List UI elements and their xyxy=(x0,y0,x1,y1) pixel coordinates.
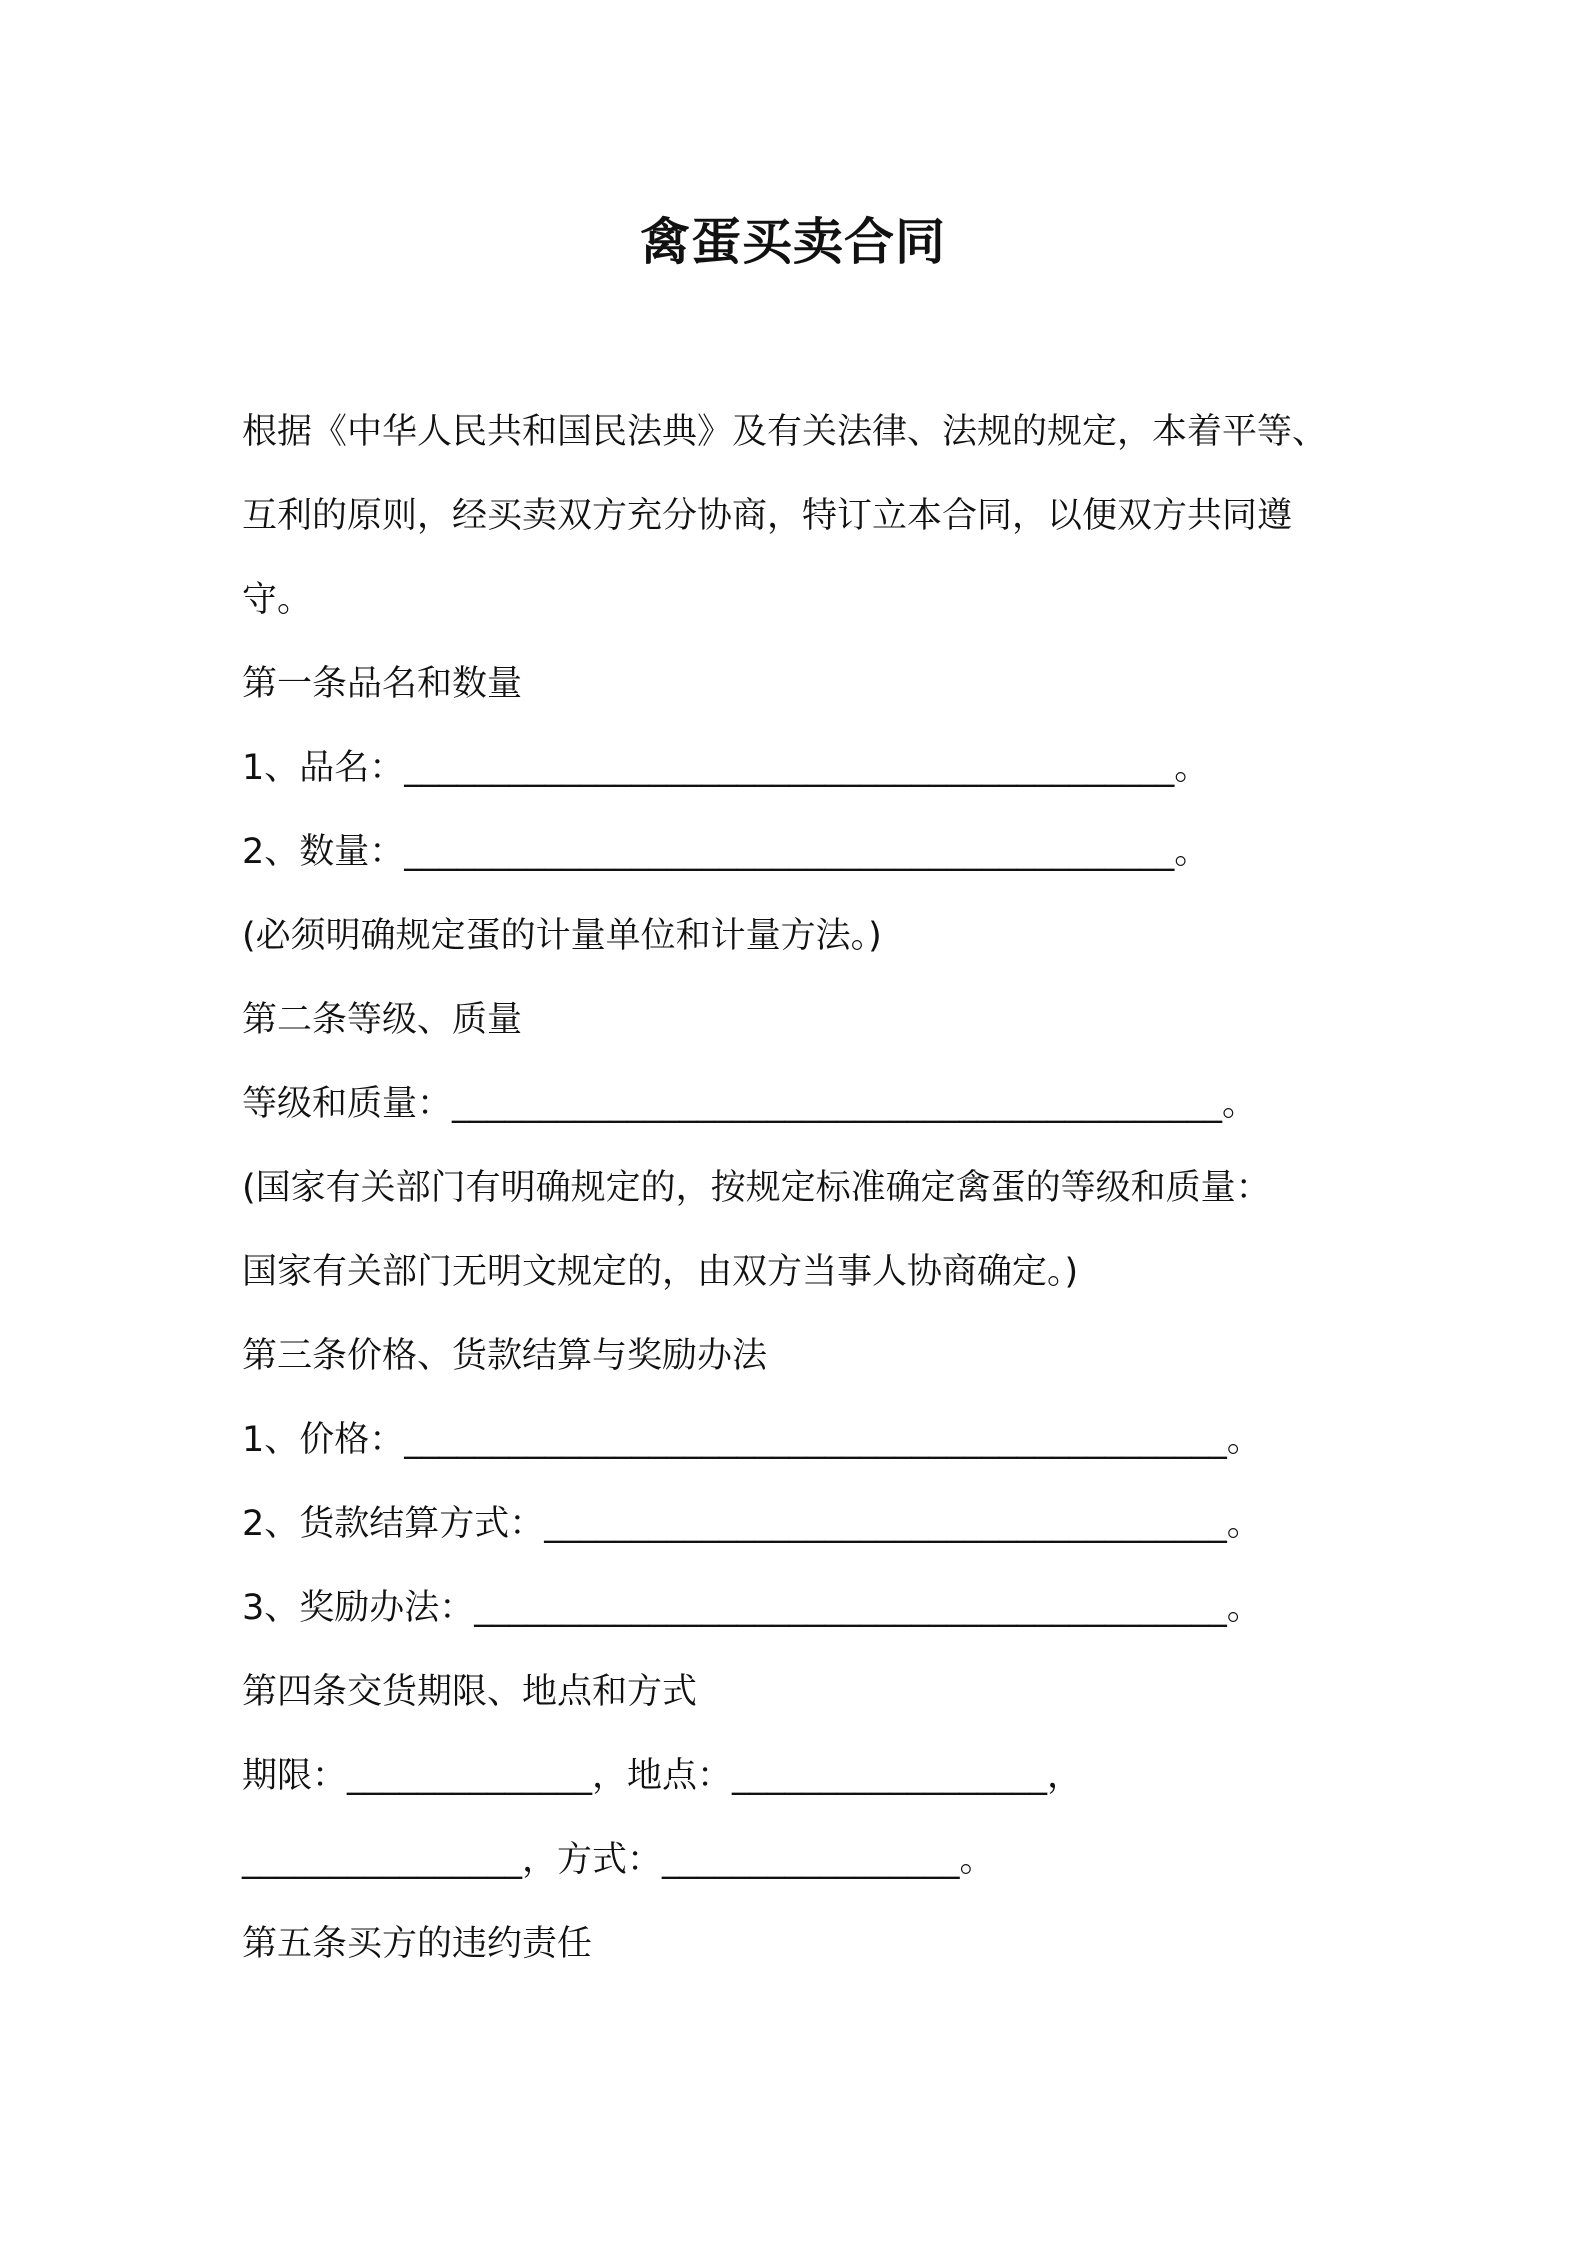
article-3-price: 1、价格：_______________________________________________。 xyxy=(242,1420,1262,1460)
article-2-grade-quality: 等级和质量：____________________________________________。 xyxy=(242,1084,1258,1124)
article-4-line-1: 期限：______________，地点：__________________， xyxy=(242,1756,1083,1796)
article-4-heading: 第四条交货期限、地点和方式 xyxy=(242,1672,698,1712)
intro-line-2: 互利的原则，经买卖双方充分协商，特订立本合同，以便双方共同遵 xyxy=(242,496,1293,536)
article-2-note-line-2: 国家有关部门无明文规定的，由双方当事人协商确定。) xyxy=(242,1252,1079,1292)
article-5-heading: 第五条买方的违约责任 xyxy=(242,1924,593,1964)
intro-line-1: 根据《中华人民共和国民法典》及有关法律、法规的规定，本着平等、 xyxy=(242,412,1328,452)
intro-line-3: 守。 xyxy=(242,580,313,620)
article-1-quantity: 2、数量：____________________________________________。 xyxy=(242,832,1210,872)
article-2-heading: 第二条等级、质量 xyxy=(242,1000,523,1040)
article-3-reward: 3、奖励办法：___________________________________________。 xyxy=(242,1588,1262,1628)
article-4-line-2: ________________，方式：_________________。 xyxy=(242,1840,995,1880)
document-title: 禽蛋买卖合同 xyxy=(640,213,946,271)
article-1-heading: 第一条品名和数量 xyxy=(242,664,523,704)
article-1-note: (必须明确规定蛋的计量单位和计量方法。) xyxy=(242,916,882,956)
article-2-note-line-1: (国家有关部门有明确规定的，按规定标准确定禽蛋的等级和质量： xyxy=(242,1168,1271,1208)
article-1-product-name: 1、品名：____________________________________________。 xyxy=(242,748,1210,788)
article-3-settlement: 2、货款结算方式：_______________________________________。 xyxy=(242,1504,1262,1544)
article-3-heading: 第三条价格、货款结算与奖励办法 xyxy=(242,1336,768,1376)
